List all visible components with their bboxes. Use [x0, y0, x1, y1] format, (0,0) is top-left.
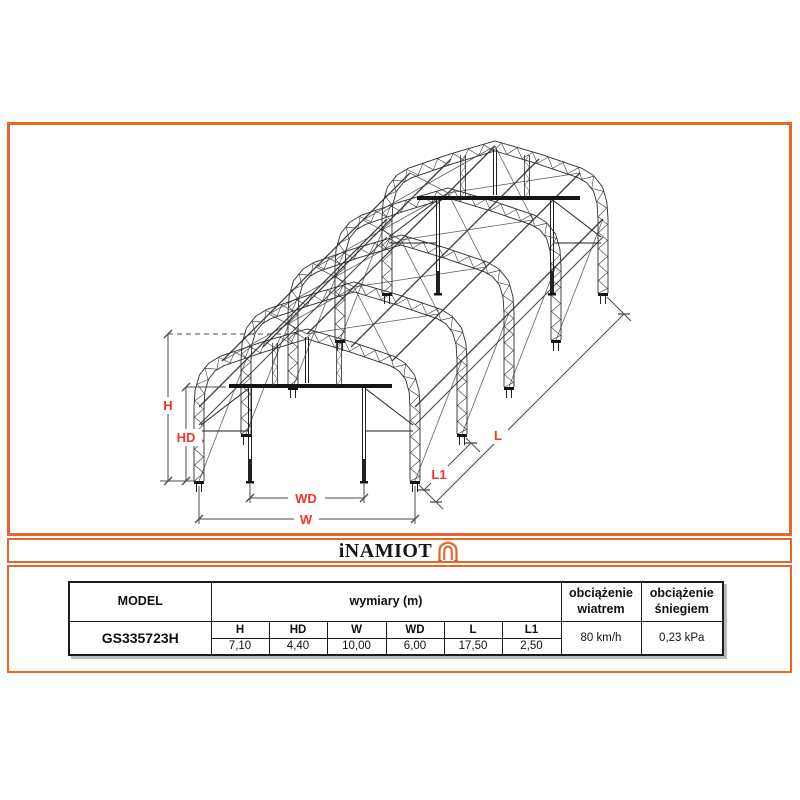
dim-label-h: H — [163, 398, 173, 413]
model-header-cell: MODEL — [69, 582, 211, 621]
spec-panel — [7, 565, 792, 673]
spec-table — [68, 581, 724, 656]
dim-name-cell: L1 — [502, 621, 561, 638]
dim-value-cell: 10,00 — [327, 638, 386, 655]
model-value-cell: GS335723H — [69, 621, 211, 655]
dim-name-cell: W — [327, 621, 386, 638]
drawing-panel — [7, 122, 792, 536]
wind-header-cell: obciążenie wiatrem — [561, 582, 641, 621]
snow-header-cell: obciążenie śniegiem — [641, 582, 723, 621]
dim-label-l1: L1 — [431, 467, 447, 482]
dim-value-cell: 17,50 — [444, 638, 502, 655]
dim-label-w: W — [299, 512, 313, 527]
dim-value-cell: 2,50 — [502, 638, 561, 655]
tent-logo-icon — [436, 540, 460, 562]
dim-label-hd: HD — [176, 430, 196, 445]
dim-label-wd: WD — [295, 491, 317, 506]
structure-drawing — [10, 125, 789, 533]
dim-name-cell: HD — [269, 621, 327, 638]
dim-value-cell: 4,40 — [269, 638, 327, 655]
dimension-labels — [157, 397, 508, 527]
dims-header-cell: wymiary (m) — [211, 582, 561, 621]
dim-name-cell: H — [211, 621, 269, 638]
dim-label-l: L — [494, 428, 502, 443]
dim-value-cell: 6,00 — [386, 638, 444, 655]
wind-value-cell: 80 km/h — [561, 621, 641, 655]
dim-name-cell: WD — [386, 621, 444, 638]
logo-strip — [7, 538, 792, 563]
dim-name-cell: L — [444, 621, 502, 638]
dim-value-cell: 7,10 — [211, 638, 269, 655]
snow-value-cell: 0,23 kPa — [641, 621, 723, 655]
brand-name: iNAMIOT — [338, 539, 433, 562]
